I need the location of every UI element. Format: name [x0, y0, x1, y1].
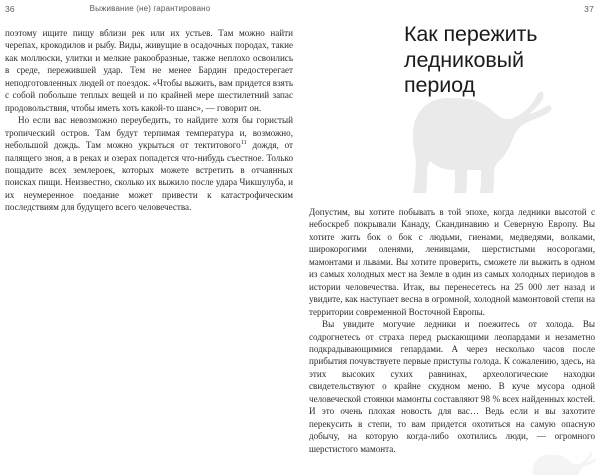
paragraph: Вы увидите могучие ледники и поежитесь от холода. Вы содрогнетесь от страха перед рыскающими леопардами и незаметно подкрадывающимися гепардами. А через несколько часов после прибытия почувствуете первые приступы голода. К сожалению, здесь, на этих высоких сухих равнинах, археологические находки свидетельствуют о крайне скудном меню. В куче мусора одной человеческой стоянки мамонты составляют 98 % всех найденных костей. И это очень плохая новость для вас… Ведь если и вы захотите перекусить в степи, то вам придется охотиться на самую опасную добычу, на которую когда-либо охотились люди, — огромного шерстистого мамонта. — [309, 319, 595, 454]
paragraph: Допустим, вы хотите побывать в той эпохе, когда ледники высотой с небоскреб покрывали Канаду, Скандинавию и Северную Европу. Вы хотите жить бок о бок с людьми, гиенами, медведями, волками, широкорогими оленями, ленивцами, шерстистыми носорогами, мамонтами и львами. Вы хотите проверить, сможете ли выжить в одном из самых холодных мест на Земле в один из самых холодных периодов в истории человечества. Итак, вы перенесетесь на 25 000 лет назад и увидите, как наступает весна в огромной, холодной мамонтовой степи на территории современной Восточной Европы. — [309, 207, 595, 317]
paragraph: поэтому ищите пищу вблизи рек или их устьев. Там можно найти черепах, крокодилов и рыбу. Виды, живущие в осадочных породах, такие как моллюски, улитки и мелкие ракообразные, также неплохо освоились в среде, пережившей удар. Тем не менее Бардин предостерегает неподготовленных людей от поездок. «Чтобы выжить, вам придется взять с собой побольше теплых вещей и по крайней мере шестилетний запас продовольствия, чтобы иметь хоть какой-то шанс», — говорит он. — [5, 28, 293, 113]
page-number-right: 37 — [584, 4, 594, 14]
running-head-left: Выживание (не) гарантировано — [89, 4, 211, 13]
paragraph-text-after-footnote: дождя, от палящего зноя, а в реках и озерах попадется что-нибудь съестное. Только пощадите всех землероек, которых можете встретить в отчаянных поисках пищи. Неизвестно, сколько их выжило после удара Чикшулуба, и их неумеренное поедание может привести к катастрофическим последствиям для будущего всего человечества. — [5, 140, 294, 213]
body-text-left — [5, 27, 293, 214]
footnote-marker[interactable]: 11 — [240, 139, 247, 147]
chapter-title: Как пережить ледниковый период — [404, 22, 538, 97]
page-number-left: 36 — [5, 4, 15, 14]
paragraph — [5, 114, 293, 214]
paragraph-text-before-footnote: Но если вас невозможно переубедить, то найдите хотя бы гористый тропический остров. Там будут терпимая температура и, возможно, небольшой дождь. Там можно укрыться от тектитового — [5, 115, 293, 151]
body-text-right — [309, 206, 595, 455]
mammoth-silhouette-main-icon — [407, 88, 555, 200]
